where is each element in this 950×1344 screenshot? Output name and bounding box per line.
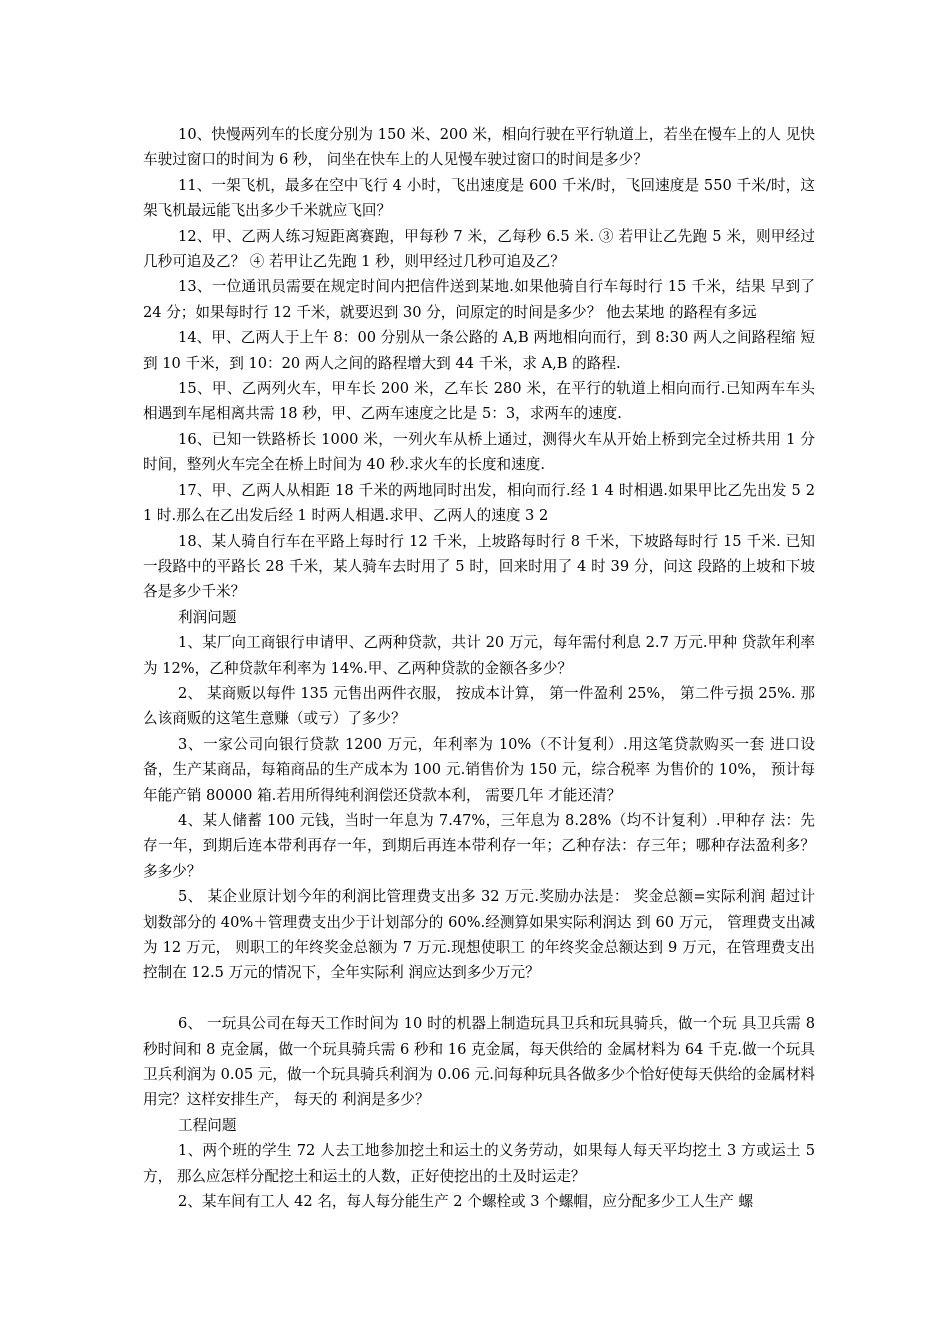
engineering-problem-2: 2、某车间有工人 42 名，每人每分能生产 2 个螺栓或 3 个螺帽，应分配多少工人生产 螺 <box>178 1193 754 1211</box>
profit-problem-3: 3、一家公司向银行贷款 1200 万元，年利率为 10%（不计复利）.用这笔贷款购买一套 进口设备，生产某商品，每箱商品的生产成本为 100 元.销售价为 150 元，综合税率 为售价的 10%， 预计每年能产销 80000 箱.若用所得纯利润偿还贷款本利， 需要几年 才能还清？ <box>143 735 815 804</box>
section-heading-profit: 利润问题 <box>178 608 237 626</box>
profit-problem-2: 2、 某商贩以每件 135 元售出两件衣服， 按成本计算， 第一件盈利 25%， 第二件亏损 25%. 那么该商贩的这笔生意赚（或亏）了多少？ <box>143 684 815 728</box>
problem-16: 16、已知一铁路桥长 1000 米，一列火车从桥上通过，测得火车从开始上桥到完全过桥共用 1 分时间，整列火车完全在桥上时间为 40 秒.求火车的长度和速度. <box>143 430 815 474</box>
problem-12: 12、甲、乙两人练习短距离赛跑，甲每秒 7 米，乙每秒 6.5 米. ③ 若甲让乙先跑 5 米，则甲经过几秒可追及乙？ ④ 若甲让乙先跑 1 秒，则甲经过几秒可追及乙？ <box>143 227 815 271</box>
problem-17: 17、甲、乙两人从相距 18 千米的两地同时出发，相向而行.经 1 4 时相遇.如果甲比乙先出发 5 2 1 时.那么在乙出发后经 1 时两人相遇.求甲、乙两人的速度 3 2 <box>143 481 815 525</box>
profit-problem-5: 5、 某企业原计划今年的利润比管理费支出多 32 万元.奖励办法是： 奖金总额=实际利润 超过计划数部分的 40%＋管理费支出少于计划部分的 60%.经测算如果实际利润达 到 60 万元， 管理费支出减为 12 万元， 则职工的年终奖金总额为 7 万元.现想使职工 的年终奖金总额达到 9 万元，在管理费支出控制在 12.5 万元的情况下，全年实际利 润应达到多少万元？ <box>143 888 815 982</box>
profit-problem-4: 4、某人储蓄 100 元钱，当时一年息为 7.47%，三年息为 8.28%（均不计复利）.甲种存 法：先存一年，到期后连本带利再存一年，到期后再连本带利存一年；乙种存法：存三年；哪种存法盈利多？ 多多少？ <box>143 811 815 880</box>
problem-15: 15、甲、乙两列火车，甲车长 200 米，乙车长 280 米，在平行的轨道上相向而行.已知两车车头相遇到车尾相离共需 18 秒，甲、乙两车速度之比是 5：3，求两车的速度. <box>143 380 815 423</box>
engineering-problem-1: 1、两个班的学生 72 人去工地参加挖土和运土的义务劳动，如果每人每天平均挖土 3 方或运土 5 方， 那么应怎样分配挖土和运土的人数，正好使挖出的土及时运走？ <box>143 1142 815 1185</box>
profit-problem-1: 1、某厂向工商银行申请甲、乙两种贷款，共计 20 万元，每年需付利息 2.7 万元.甲种 贷款年利率为 12%，乙种贷款年利率为 14%.甲、乙两种贷款的金额各多少？ <box>143 634 815 677</box>
problem-13: 13、一位通讯员需要在规定时间内把信件送到某地.如果他骑自行车每时行 15 千米，结果 早到了 24 分；如果每时行 12 千米，就要迟到 30 分，问原定的时间是多少？ 他去某地 的路程有多远 <box>143 278 815 321</box>
problem-14: 14、甲、乙两人于上午 8：00 分别从一条公路的 A,B 两地相向而行，到 8:30 两人之间路程缩 短到 10 千米，到 10：20 两人之间的路程增大到 44 千米，求 A,B 的路程. <box>143 329 815 372</box>
problem-18: 18、某人骑自行车在平路上每时行 12 千米，上坡路每时行 8 千米，下坡路每时行 15 千米. 已知一段路中的平路长 28 千米，某人骑车去时用了 5 时，回来时用了 4 时 39 分，问这 段路的上坡和下坡各是多少千米？ <box>143 532 815 601</box>
problem-10: 10、快慢两列车的长度分别为 150 米、200 米，相向行驶在平行轨道上，若坐在慢车上的人 见快车驶过窗口的时间为 6 秒， 问坐在快车上的人见慢车驶过窗口的时间是多少？ <box>143 126 815 169</box>
blank-line <box>143 986 815 1011</box>
section-heading-engineering: 工程问题 <box>178 1116 237 1134</box>
document-body <box>143 122 815 1214</box>
problem-11: 11、一架飞机，最多在空中飞行 4 小时，飞出速度是 600 千米/时，飞回速度是 550 千米/时，这架飞机最远能飞出多少千米就应飞回？ <box>143 176 815 220</box>
profit-problem-6: 6、 一玩具公司在每天工作时间为 10 时的机器上制造玩具卫兵和玩具骑兵，做一个玩 具卫兵需 8 秒时间和 8 克金属，做一个玩具骑兵需 6 秒和 16 克金属，每天供给的 金属材料为 64 千克.做一个玩具卫兵利润为 0.05 元，做一个玩具骑兵利润为 0.06 元.问每种玩具各做多少个恰好使每天供给的金属材料用完？这样安排生产， 每天的 利润是多少？ <box>143 1015 815 1109</box>
